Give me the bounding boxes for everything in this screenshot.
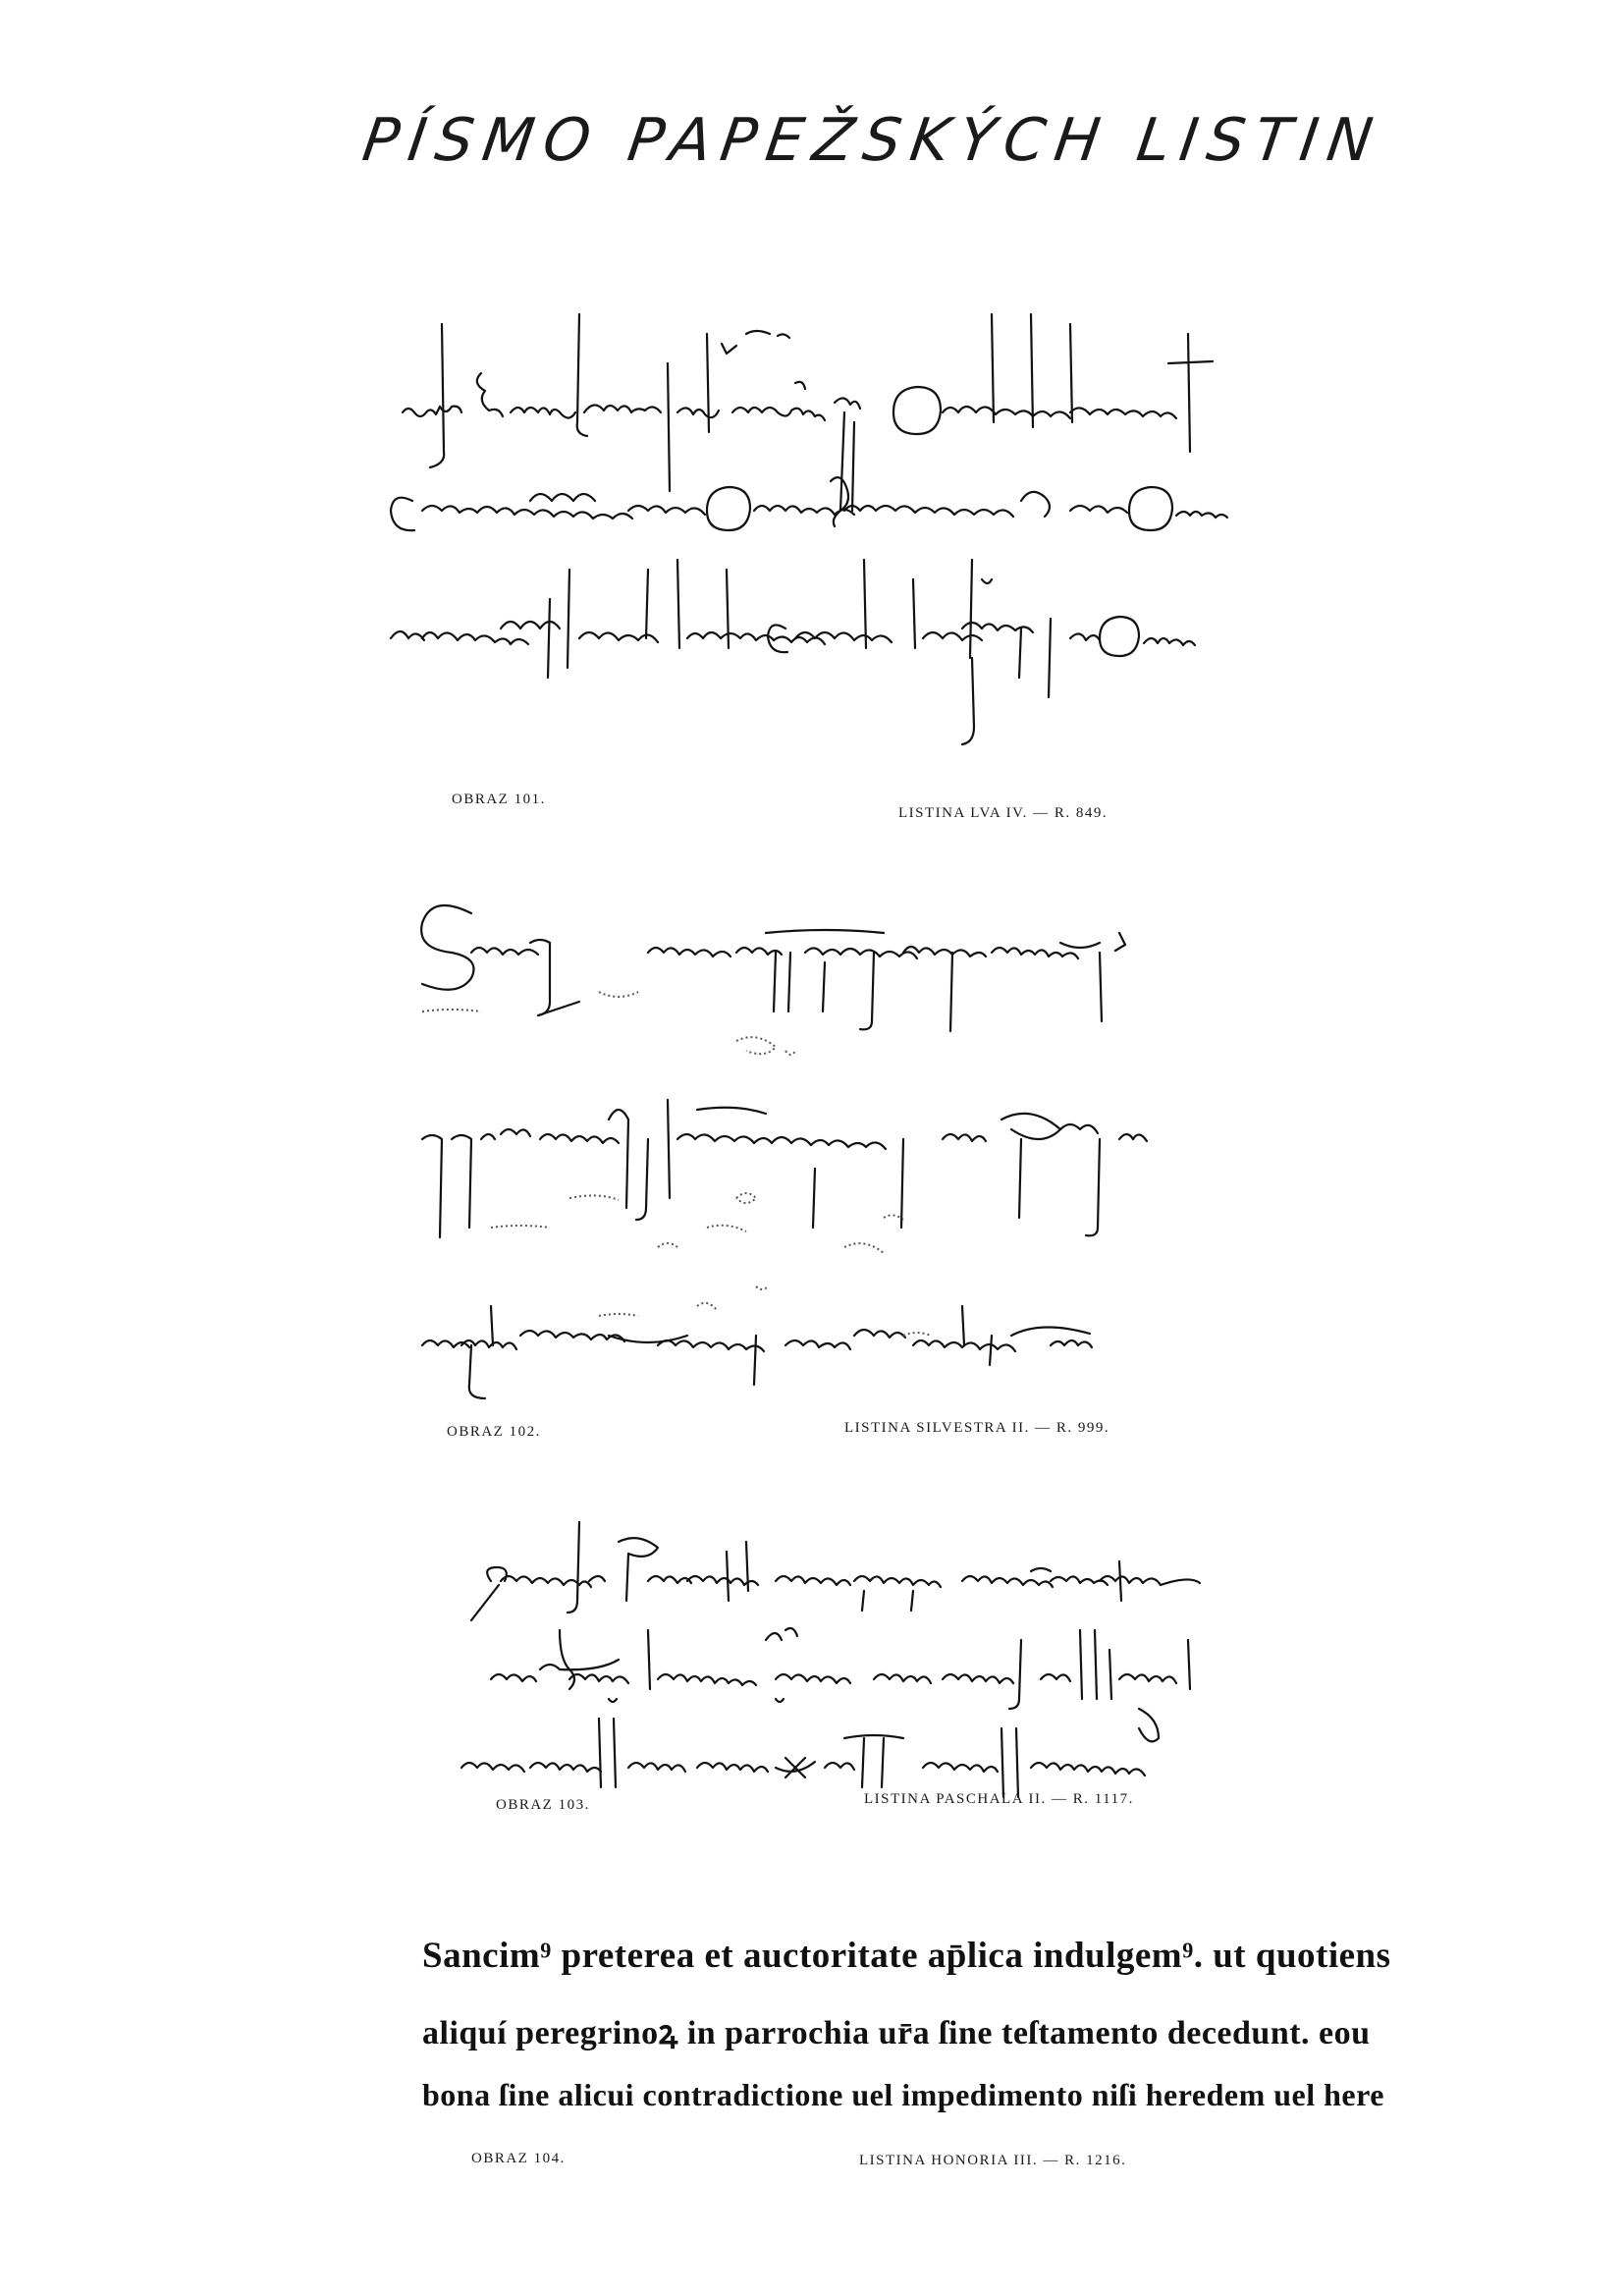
plate-104 bbox=[412, 1915, 1391, 2229]
plate-104-line-3: bona ſine alicui contradictione uel impedimento niſi heredem uel here bbox=[422, 2077, 1384, 2112]
plate-104-line-2: aliquí peregrinoꝝ in parrochia ur̄a ſine teſtamento decedunt. eou bbox=[422, 2015, 1371, 2051]
plate-103-script-image bbox=[452, 1503, 1217, 1827]
plate-101-source: LISTINA LVA IV. — R. 849. bbox=[898, 805, 1109, 821]
page-title: PÍSMO PAPEŽSKÝCH LISTIN bbox=[358, 106, 1386, 175]
plate-102-source: LISTINA SILVESTRA II. — R. 999. bbox=[844, 1420, 1110, 1436]
plate-103-source: LISTINA PASCHALA II. — R. 1117. bbox=[864, 1791, 1134, 1807]
plate-104-figure-number: OBRAZ 104. bbox=[471, 2151, 566, 2166]
plate-102-script-image bbox=[412, 874, 1237, 1424]
plate-104-source: LISTINA HONORIA III. — R. 1216. bbox=[859, 2153, 1127, 2168]
plate-101 bbox=[383, 304, 1247, 821]
plate-103 bbox=[452, 1503, 1217, 1827]
plate-103-figure-number: OBRAZ 103. bbox=[496, 1797, 590, 1813]
plate-104-line-1: Sancim⁹ preterea et auctoritate ap̄lica indulgem⁹. ut quotiens bbox=[422, 1936, 1391, 1976]
plate-102-figure-number: OBRAZ 102. bbox=[447, 1424, 541, 1440]
plate-101-script-image bbox=[383, 304, 1247, 776]
plate-101-figure-number: OBRAZ 101. bbox=[452, 792, 546, 807]
plate-102 bbox=[412, 874, 1237, 1440]
